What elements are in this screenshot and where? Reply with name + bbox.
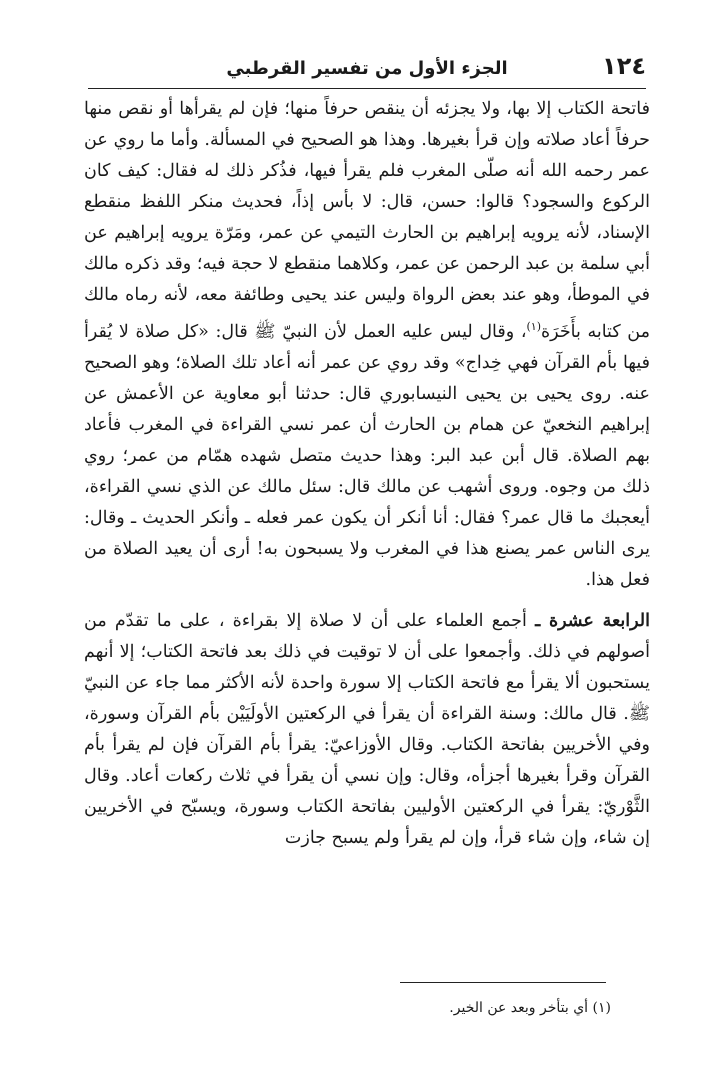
footnote-number: (١) bbox=[592, 1000, 611, 1016]
paragraph-2 bbox=[84, 606, 650, 854]
footnote bbox=[449, 1000, 611, 1016]
section-heading: الرابعة عشرة ـ bbox=[535, 610, 650, 631]
footnote-reference: (١) bbox=[526, 320, 541, 333]
footnote-text: أي بتأخر وبعد عن الخير. bbox=[449, 1000, 589, 1016]
footnote-divider bbox=[400, 982, 606, 983]
running-title: الجزء الأول من تفسير القرطبي bbox=[226, 58, 508, 79]
paragraph-2-text: أجمع العلماء على أن لا صلاة إلا بقراءة ، على ما تقدّم من أصولهم في ذلك. وأجمعوا على أن لا توقيت في ذلك بعد فاتحة الكتاب؛ إلا أنهم يستحبون ألا يقرأ مع فاتحة الكتاب إلا سورة واحدة لأنه الأكثر مما جاء عن النبيّ ﷺ. قال مالك: وسنة القراءة أن يقرأ في الركعتين الأولَيَيْن بأم القرآن وسورة، وفي الأخريين بفاتحة الكتاب. وقال الأوزاعيّ: يقرأ بأم القرآن فإن لم يقرأ بأم القرآن وقرأ بغيرها أجزأه، وقال: وإن نسي أن يقرأ في ثلاث ركعات أعاد. وقال الثَّوْريّ: يقرأ في الركعتين الأوليين بفاتحة الكتاب وسورة، ويسبّح في الأخريين إن شاء، وإن شاء قرأ، وإن لم يقرأ ولم يسبح جازت bbox=[84, 610, 650, 848]
paragraph-1 bbox=[84, 94, 650, 596]
paragraph-1-continued: ، وقال ليس عليه العمل لأن النبيّ ﷺ قال: «كل صلاة لا يُقرأ فيها بأم القرآن فهي خِداج» وقد روي عن عمر أنه أعاد تلك الصلاة؛ وهو الصحيح عنه. روى يحيى بن يحيى النيسابوري قال: حدثنا أبو معاوية عن الأعمش عن إبراهيم النخعيّ عن همام بن الحارث أن عمر نسي القراءة في المغرب فأعاد بهم الصلاة. قال أبن عبد البر: وهذا حديث متصل شهده همّام من عمر؛ روي ذلك من وجوه. وروى أشهب عن مالك قال: سئل مالك عن الذي نسي القراءة، أيعجبك ما قال عمر؟ فقال: أنا أنكر أن يكون عمر فعله ـ وأنكر الحديث ـ وقال: يرى الناس عمر يصنع هذا في المغرب ولا يسبحون به! أرى أن يعيد الصلاة من فعل هذا. bbox=[84, 321, 650, 590]
body-text bbox=[84, 94, 650, 860]
page-header bbox=[88, 46, 646, 89]
paragraph-1-text: فاتحة الكتاب إلا بها، ولا يجزئه أن ينقص حرفاً منها؛ فإن لم يقرأها أو نقص منها حرفاً أعاد صلاته وإن قرأ بغيرها. وهذا هو الصحيح في المسألة. وأما ما روي عن عمر رحمه الله أنه صلّى المغرب فلم يقرأ فيها، فذُكر ذلك له فقال: كيف كان الركوع والسجود؟ قالوا: حسن، قال: لا بأس إذاً، فحديث منكر اللفظ منقطع الإسناد، لأنه يرويه إبراهيم بن الحارث التيمي عن عمر، ومَرّة يرويه إبراهيم عن أبي سلمة بن عبد الرحمن عن عمر، وكلاهما منقطع لا حجة فيه؛ وقد ذكره مالك في الموطأ، وهو عند بعض الرواة وليس عند يحيى وطائفة معه، لأنه رماه مالك من كتابه بأَخَرَة bbox=[84, 99, 650, 342]
page-number: ١٢٤ bbox=[602, 52, 646, 80]
